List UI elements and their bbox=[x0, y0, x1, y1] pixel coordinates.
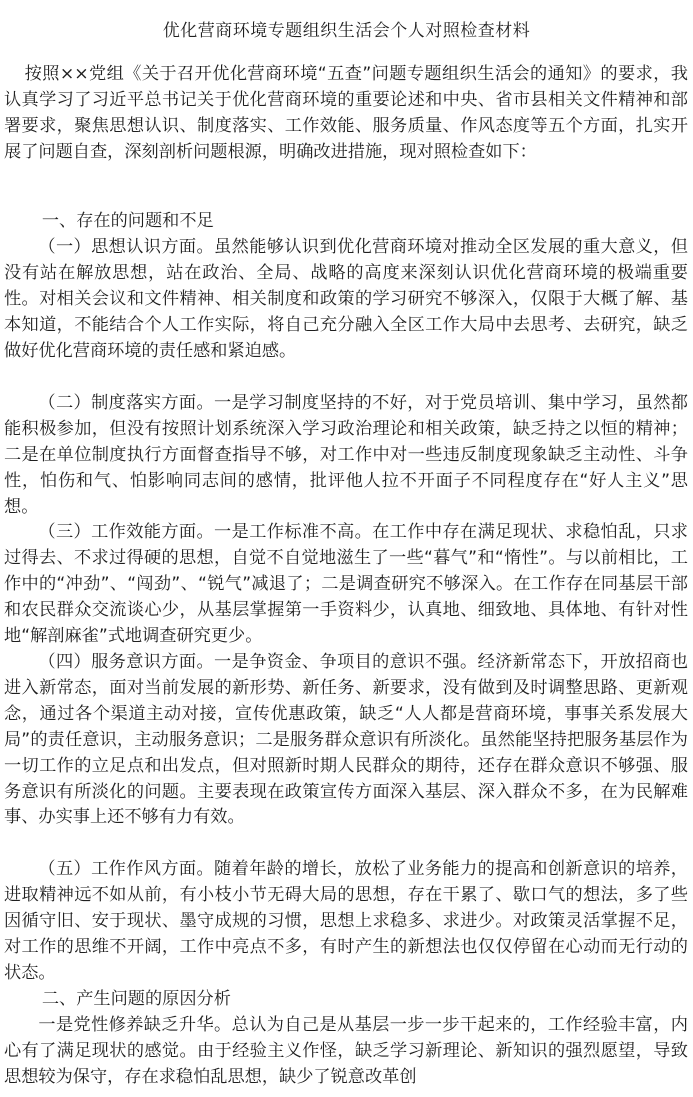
paragraph-thinking: （一）思想认识方面。虽然能够认识到优化营商环境对推动全区发展的重大意义，但没有站在解放思想，站在政治、全局、战略的高度来深刻认识优化营商环境的极端重要性。对相关会议和文件精神、相关制度和政策的学习研究不够深入，仅限于大概了解、基本知道，不能结合个人工作实际，将自己充分融入全区工作大局中去思考、去研究，缺乏做好优化营商环境的责任感和紧迫感。 bbox=[4, 237, 688, 361]
paragraph-service: （四）服务意识方面。一是争资金、争项目的意识不强。经济新常态下，开放招商也进入新常态，面对当前发展的新形势、新任务、新要求，没有做到及时调整思路、更新观念，通过各个渠道主动对接，宣传优惠政策，缺乏“人人都是营商环境，事事关系发展大局”的责任意识，主动服务意识；二是服务群众意识有所淡化。虽然能坚持把服务基层作为一切工作的立足点和出发点，但对照新时期人民群众的期待，还存在群众意识不够强、服务意识有所淡化的问题。主要表现在政策宣传方面深入基层、深入群众不多，在为民解难事、办实事上还不够有力有效。 bbox=[4, 652, 688, 828]
document-title: 优化营商环境专题组织生活会个人对照检查材料 bbox=[162, 21, 531, 41]
paragraph-causes: 一是党性修养缺乏升华。总认为自己是从基层一步一步干起来的，工作经验丰富，内心有了满足现状的感觉。由于经验主义作怪，缺乏学习新理论、新知识的强烈愿望，导致思想较为保守，存在求稳怕乱思想，缺少了锐意改革创 bbox=[4, 1015, 688, 1087]
section-heading-causes: 二、产生问题的原因分析 bbox=[41, 989, 231, 1009]
paragraph-system: （二）制度落实方面。一是学习制度坚持的不好，对于党员培训、集中学习，虽然都能积极参加，但没有按照计划系统深入学习政治理论和相关政策，缺乏持之以恒的精神；二是在单位制度执行方面督查指导不够，对工作中对一些违反制度现象缺乏主动性、斗争性，怕伤和气、怕影响同志间的感情，批评他人拉不开面子不同程度存在“好人主义”思想。 bbox=[4, 393, 688, 517]
intro-paragraph: 按照××党组《关于召开优化营商环境“五查”问题专题组织生活会的通知》的要求，我认真学习了习近平总书记关于优化营商环境的重要论述和中央、省市县相关文件精神和部署要求，聚焦思想认识、制度落实、工作效能、服务质量、作风态度等五个方面，扎实开展了问题自查，深刻剖析问题根源，明确改进措施，现对照检查如下： bbox=[4, 64, 688, 162]
paragraph-efficiency: （三）工作效能方面。一是工作标准不高。在工作中存在满足现状、求稳怕乱，只求过得去、不求过得硬的思想，自觉不自觉地滋生了一些“暮气”和“惰性”。与以前相比，工作中的“冲劲”、“闯劲”、“锐气”减退了；二是调查研究不够深入。在工作存在同基层干部和农民群众交流谈心少，从基层掌握第一手资料少，认真地、细致地、具体地、有针对性地“解剖麻雀”式地调查研究更少。 bbox=[4, 522, 688, 646]
section-heading-problems: 一、存在的问题和不足 bbox=[41, 211, 214, 231]
paragraph-style: （五）工作作风方面。随着年龄的增长，放松了业务能力的提高和创新意识的培养，进取精神远不如从前，有小枝小节无碍大局的思想，存在干累了、歇口气的想法，多了些因循守旧、安于现状、墨守成规的习惯，思想上求稳多、求进少。对政策灵活掌握不足，对工作的思维不开阔，工作中亮点不多，有时产生的新想法也仅仅停留在心动而无行动的状态。 bbox=[4, 859, 688, 983]
